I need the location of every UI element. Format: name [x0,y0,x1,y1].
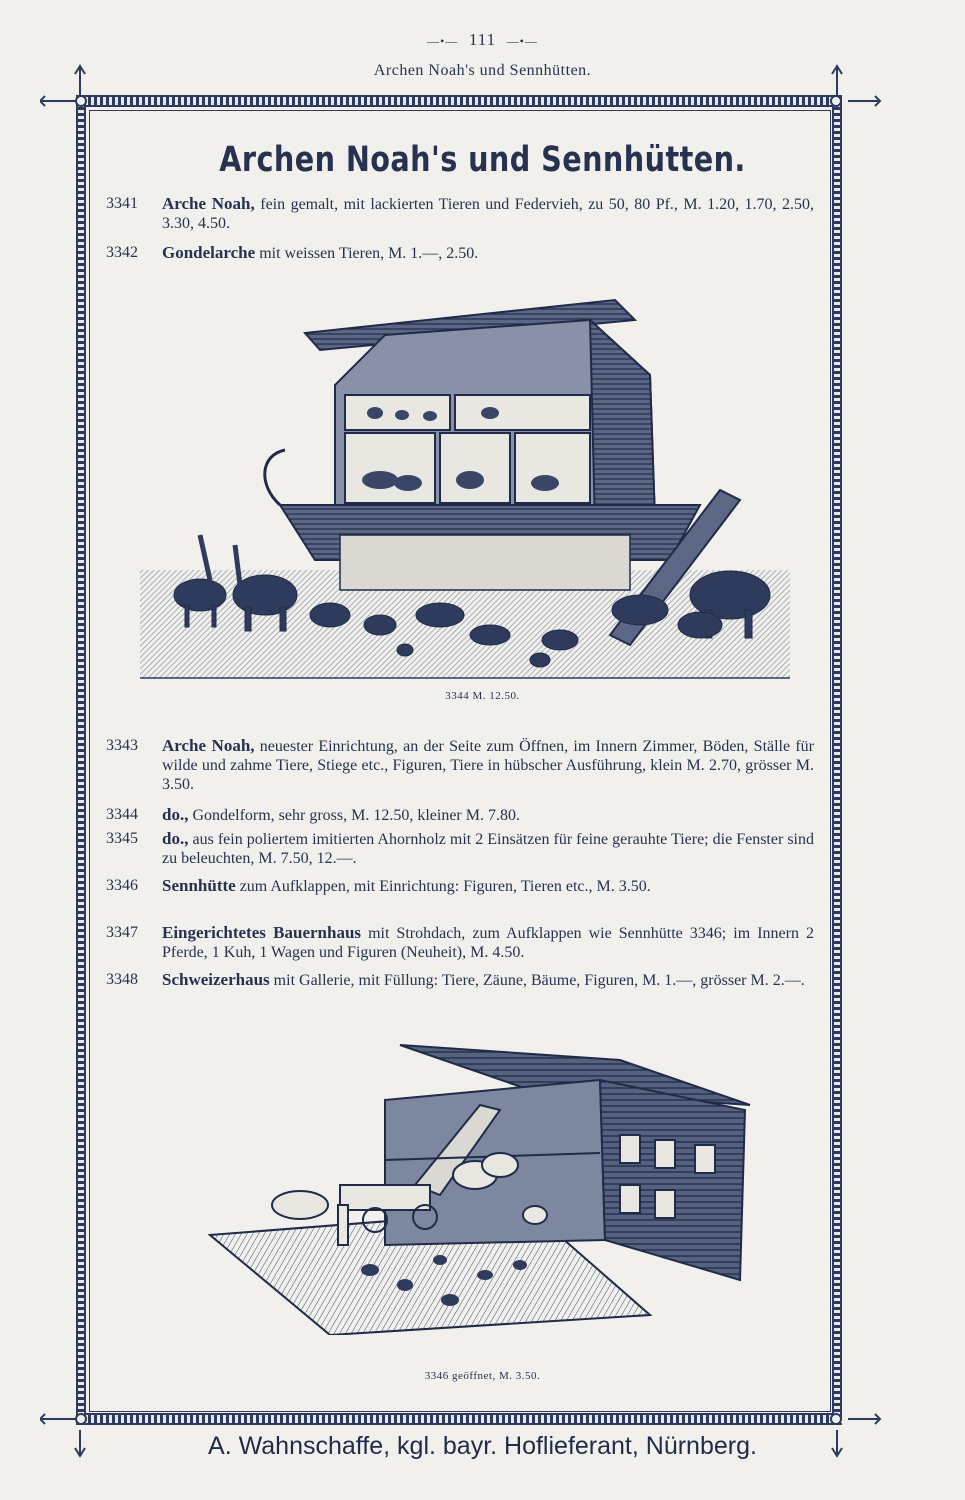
entry-body [162,194,814,233]
entry-body [162,876,814,896]
page-number [0,30,965,50]
entry-number: 3341 [106,195,138,212]
entry-number: 3342 [106,244,138,261]
entry-body [162,829,814,868]
entry-3345 [106,829,814,868]
entry-text: fein gemalt, mit lackierten Tieren und Federvieh, zu 50, 80 Pf., M. 1.20, 1.70, 2.50, 3.30, 4.50. [162,196,815,232]
entry-text: mit Strohdach, zum Aufklappen wie Sennhütte 3346; im Innern 2 Pferde, 1 Kuh, 1 Wagen und Figuren (Neuheit), M. 4.50. [162,925,815,961]
illustration-2-caption: 3346 geöffnet, M. 3.50. [424,1370,541,1382]
entry-body [162,970,814,990]
entry-3348 [106,970,814,990]
publisher-footer: A. Wahnschaffe, kgl. bayr. Hoflieferant, Nürnberg. [208,1432,757,1460]
entry-text: neuester Einrichtung, an der Seite zum Öffnen, im Innern Zimmer, Böden, Ställe für wilde und zahme Tiere, Stiege etc., Figuren, Tiere in hübscher Ausführung, klein M. 2.70, grösser M. 3.50. [162,738,814,793]
running-head: Archen Noah's und Sennhütten. [373,62,592,79]
entry-3342 [106,243,814,263]
entry-name: Arche Noah, [162,194,255,213]
sennhuette-illustration [200,1035,760,1335]
entry-number: 3348 [106,971,138,988]
entry-3347 [106,923,814,962]
entry-name: do., [162,829,189,848]
entry-3344 [106,805,814,825]
entry-3343 [106,736,814,794]
page-title: Archen Noah's und Sennhütten. [219,140,746,180]
entry-3341 [106,194,814,233]
entry-text: zum Aufklappen, mit Einrichtung: Figuren, Tieren etc., M. 3.50. [239,878,651,895]
entry-text: mit weissen Tieren, M. 1.—, 2.50. [259,245,479,262]
entry-name: Gondelarche [162,243,256,262]
entry-body [162,805,814,825]
ornament-dash-right: —•— [506,34,538,48]
entry-name: Arche Noah, [162,736,255,755]
entry-text: Gondelform, sehr gross, M. 12.50, kleiner M. 7.80. [192,807,520,824]
entry-body [162,923,814,962]
entry-number: 3343 [106,737,138,754]
entry-name: do., [162,805,189,824]
entry-text: mit Gallerie, mit Füllung: Tiere, Zäune, Bäume, Figuren, M. 1.—, grösser M. 2.—. [273,972,805,989]
page-number-value: 111 [468,30,497,49]
entry-text: aus fein poliertem imitierten Ahornholz mit 2 Einsätzen für feine gerauhte Tiere; die Fenster sind zu beleuchten, M. 7.50, 12.—. [162,831,815,867]
entry-body [162,736,814,794]
ornament-dash-left: —•— [427,34,459,48]
entry-name: Sennhütte [162,876,236,895]
entry-name: Eingerichtetes Bauernhaus [162,923,362,942]
noahs-ark-illustration [140,295,800,685]
entry-body [162,243,814,263]
entry-number: 3344 [106,806,138,823]
entry-number: 3347 [106,924,138,941]
illustration-1-caption: 3344 M. 12.50. [445,690,520,702]
entry-name: Schweizerhaus [162,970,270,989]
entry-3346 [106,876,814,896]
entry-number: 3346 [106,877,138,894]
entry-number: 3345 [106,830,138,847]
